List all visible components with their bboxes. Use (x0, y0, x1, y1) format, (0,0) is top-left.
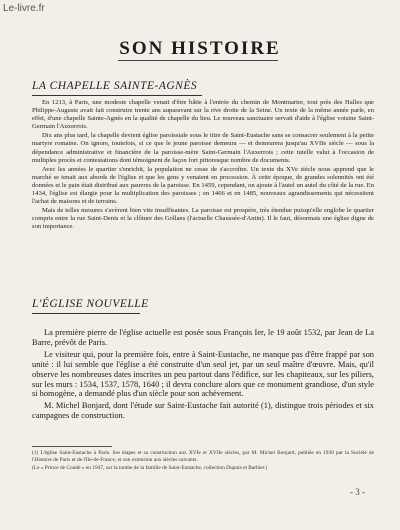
footnotes (32, 450, 374, 472)
section-body-eglise (32, 328, 374, 423)
footnote: (Le « Prince de Condé » en 1947, sur la tombe de la famille de Saint-Eustache, collection Dupuis et Barbier.) (32, 464, 268, 471)
page-title: SON HISTOIRE (119, 38, 281, 59)
paragraph: M. Michel Bonjard, dont l'étude sur Saint-Eustache fait autorité (1), distingue trois périodes et six campagnes de construction. (32, 401, 374, 421)
paragraph: En 1213, à Paris, une modeste chapelle venait d'être bâtie à l'entrée du chemin de Montmartre, tout près des Halles que Philippe-Auguste avait fait construire trente ans auparavant sur la rive droite de la Seine. Un texte de la même année parle, en effet, d'une chapelle Sainte-Agnès en la qualité de chapelle du lieu. Le nouveau sanctuaire servait d'aide à l'église voisine Saint-Germain l'Auxerrois. (32, 99, 374, 131)
paragraph: La première pierre de l'église actuelle est posée sous François Ier, le 19 août 1532, par Jean de La Barre, prévôt de Paris. (32, 328, 374, 347)
paragraph: Avec les années le quartier s'enrichit, la population ne cesse de s'accroître. Un texte du XVe siècle nous apprend que le marché se tenait aux abords de l'église et que les gens y venaient en procession. À cette époque, de grandes solennités ont été données et le pain était distribué aux pauvres de la paroisse. En 1459, cependant, on ajoute à l'autel un autel du côté de la rue. En 1434, l'église est élargie pour la multiplication des paroisses ; en 1466 et en 1485, nouveaux agrandissements qui nécessitent l'achat de maisons et de terrains. (32, 165, 374, 206)
page-number: - 3 - (350, 487, 365, 497)
section-heading-chapelle: LA CHAPELLE SAINTE-AGNÈS (32, 80, 198, 92)
footnote: (1) L'église Saint-Eustache à Paris. Ses étapes et sa construction aux XVIe et XVIIe siècles, par M. Michel Bonjard, publiée en 1930 par la Société de l'Histoire de Paris et de l'Ile-de-France, et son extension aux siècles suivants. (32, 450, 374, 463)
title-underline (118, 60, 278, 61)
footnote-separator (32, 446, 112, 447)
section-underline-chapelle (32, 95, 202, 96)
source-tag: Le-livre.fr (3, 3, 45, 14)
section-body-chapelle (32, 99, 374, 233)
section-underline-eglise (32, 313, 140, 314)
section-heading-eglise: L'ÉGLISE NOUVELLE (32, 298, 149, 310)
paragraph: Dix ans plus tard, la chapelle devient église paroissiale sous le titre de Saint-Eustache sans se consacrer seulement à la petite martyre romaine. On ignore, toutefois, si ce que le jeune paroisse demeura — et demeurera jusqu'au XVIIe siècle — sous la dépendance administrative et financière de la paroisse-mère Saint-Germain l'Auxerrois ; cette tutelle valut à l'occasion de multiples procès et contestations dont témoignent de façon fort pittoresque nombre de documents. (32, 132, 374, 164)
paragraph: Mais de telles mesures s'avèrent bien vite insuffisantes. La paroisse est prospère, très étendue puisqu'elle englobe le quartier compris entre la rue Saint-Denis et la clôture des Gollans (l'actuelle Chaussée-d'Antin). Il le faut, désormais une église digne de son importance. (32, 207, 374, 231)
paragraph: Le visiteur qui, pour la première fois, entre à Saint-Eustache, ne manque pas d'être frappé par son unité : il lui semble que l'église a été construite d'un seul jet, par un seul maître d'œuvre. Mais, qu'il observe les nombreuses dates inscrites un peu partout dans l'édifice, sur les chapiteaux, sur les piliers, sur les murs : 1534, 1537, 1578, 1640 ; il devra conclure alors que ce monument grandiose, d'un style si homogène, a demandé plus d'un siècle pour son achèvement. (32, 349, 374, 399)
